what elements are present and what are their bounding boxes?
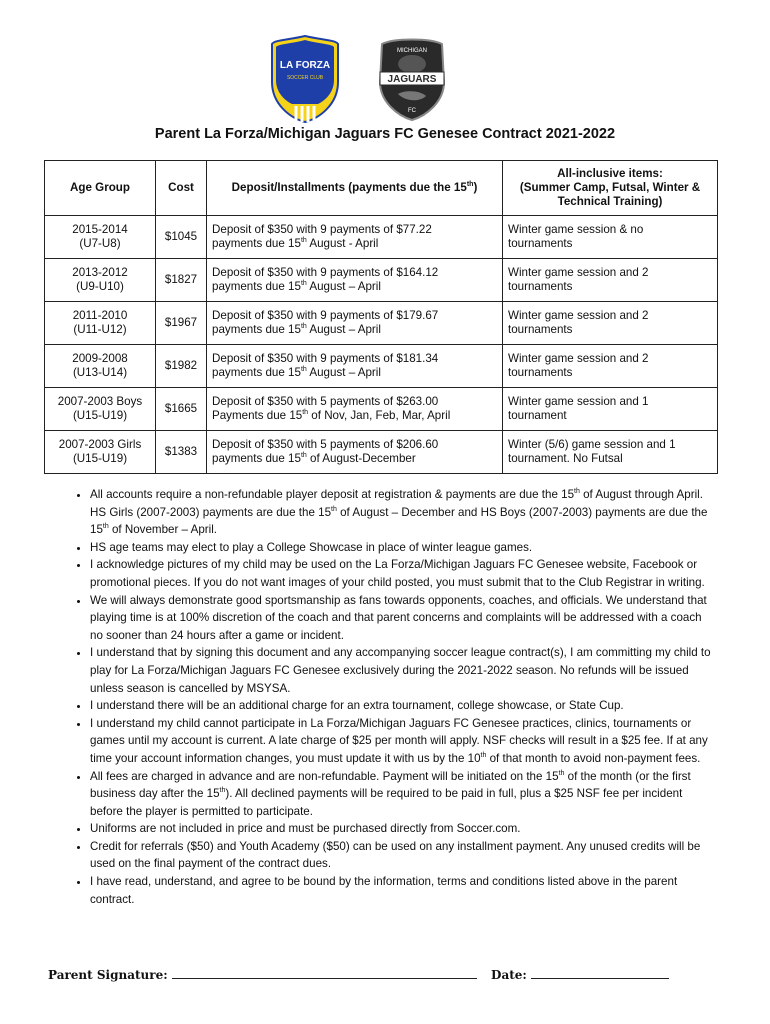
table-row	[45, 388, 718, 431]
parent-signature-field[interactable]	[172, 966, 477, 979]
age-years: 2015-2014	[72, 223, 128, 236]
age-years: 2009-2008	[72, 352, 128, 365]
deposit-cell	[207, 388, 503, 431]
term-text: ). All declined payments will be required to be paid in full, plus a $25 NSF fee per incident before the player is permitted to participate.	[90, 787, 683, 818]
inclusive-line1: Winter game session and 2	[508, 266, 649, 279]
term-college-showcase: • HS age teams may elect to play a College Showcase in place of winter league games.	[90, 539, 716, 557]
term-sup: th	[558, 769, 565, 777]
header-deposit-close: )	[473, 181, 478, 194]
table-row	[45, 345, 718, 388]
cost-cell: $1982	[156, 345, 207, 388]
deposit-cell	[207, 259, 503, 302]
date-field[interactable]	[531, 966, 669, 979]
age-years: 2007-2003 Boys	[57, 395, 143, 408]
table-row	[45, 216, 718, 259]
deposit-due-line	[212, 237, 497, 251]
inclusive-line2: tournaments	[508, 280, 573, 293]
term-referral-credit: • Credit for referrals ($50) and Youth Academy ($50) can be used on any installment payment. Any unused credits will be used on the final payment of the contract dues.	[90, 838, 716, 873]
age-years: 2013-2012	[72, 266, 128, 279]
cost-cell: $1665	[156, 388, 207, 431]
deposit-due-months: August – April	[306, 366, 381, 379]
age-cell	[45, 259, 156, 302]
date-label: Date:	[491, 968, 527, 982]
deposit-due-line	[212, 409, 497, 423]
deposit-due-line	[212, 366, 497, 380]
deposit-due-line	[212, 323, 497, 337]
deposit-due-months: of August-December	[306, 452, 416, 465]
term-sup: th	[331, 505, 337, 513]
table-row	[45, 302, 718, 345]
page-title: Parent La Forza/Michigan Jaguars FC Genesee Contract 2021-2022	[154, 126, 616, 142]
inclusive-line2: tournaments	[508, 237, 573, 250]
deposit-due-text: payments due 15	[212, 323, 301, 336]
inclusive-cell	[503, 431, 718, 474]
deposit-due-text: payments due 15	[212, 452, 301, 465]
inclusive-line2: tournaments	[508, 366, 573, 379]
deposit-due-sup: th	[300, 323, 307, 331]
age-cell	[45, 302, 156, 345]
inclusive-cell	[503, 259, 718, 302]
age-cell	[45, 216, 156, 259]
deposit-cell	[207, 345, 503, 388]
inclusive-line1: Winter game session & no	[508, 223, 644, 236]
deposit-line: Deposit of $350 with 9 payments of $164.12	[212, 266, 439, 279]
parent-signature-label: Parent Signature:	[48, 968, 168, 982]
header-all-inclusive	[503, 161, 718, 216]
inclusive-line2: tournament	[508, 409, 567, 422]
term-agreement: • I have read, understand, and agree to be bound by the information, terms and conditions listed above in the parent contract.	[90, 873, 716, 908]
table-row	[45, 431, 718, 474]
inclusive-line1: Winter game session and 2	[508, 309, 649, 322]
inclusive-line1: Winter game session and 1	[508, 395, 649, 408]
term-account-current	[90, 715, 716, 768]
michigan-jaguars-logo	[374, 36, 450, 122]
term-text: All fees are charged in advance and are non-refundable. Payment will be initiated on the 15	[90, 769, 559, 783]
cost-cell: $1967	[156, 302, 207, 345]
cost-cell: $1383	[156, 431, 207, 474]
la-forza-logo	[270, 34, 340, 124]
deposit-due-line	[212, 280, 497, 294]
deposit-due-sup: th	[300, 366, 307, 374]
term-sup: th	[102, 523, 109, 531]
age-years: 2007-2003 Girls	[58, 438, 142, 451]
deposit-due-text: payments due 15	[212, 280, 301, 293]
header-deposit-text: Deposit/Installments (payments due the 15	[231, 181, 467, 194]
deposit-due-text: Payments due 15	[212, 409, 303, 422]
age-division: (U11-U12)	[73, 323, 127, 336]
inclusive-cell	[503, 388, 718, 431]
age-division: (U15-U19)	[72, 452, 128, 465]
inclusive-line2: tournament. No Futsal	[508, 452, 623, 465]
term-pictures: • I acknowledge pictures of my child may be used on the La Forza/Michigan Jaguars FC Genesee website, Facebook or promotional pieces. If you do not want images of your child posted, you must submit that to the Club Registrar in writing.	[90, 556, 716, 591]
term-text: of the month (or the first business day after the 15	[90, 769, 691, 801]
inclusive-cell	[503, 345, 718, 388]
inclusive-line2: tournaments	[508, 323, 573, 336]
cost-cell: $1827	[156, 259, 207, 302]
deposit-due-sup: th	[300, 237, 307, 245]
header-deposit-sup: th	[466, 181, 474, 189]
term-uniforms: • Uniforms are not included in price and must be purchased directly from Soccer.com.	[90, 820, 716, 838]
deposit-cell	[207, 302, 503, 345]
deposit-due-months: August – April	[306, 280, 381, 293]
term-text: of that month to avoid non-payment fees.	[486, 751, 701, 765]
term-text: All accounts require a non-refundable player deposit at registration & payments are due the 15	[90, 488, 575, 501]
deposit-cell	[207, 216, 503, 259]
age-division: (U13-U14)	[72, 366, 128, 379]
signature-row	[48, 966, 748, 982]
deposit-due-sup: th	[302, 409, 309, 417]
age-division: (U15-U19)	[72, 409, 128, 422]
term-sup: th	[219, 787, 226, 795]
deposit-line: Deposit of $350 with 5 payments of $206.60	[212, 438, 439, 451]
jaguars-logo-sub: FC	[408, 108, 416, 114]
deposit-due-text: payments due 15	[212, 237, 301, 250]
inclusive-line1: Winter game session and 2	[508, 352, 649, 365]
term-sportsmanship: • We will always demonstrate good sportsmanship as fans towards opponents, coaches, and officials. We understand that playing time is at 100% discretion of the coach and that parent concerns and complaints will be addressed with a coach no sooner than 24 hours after a game or incident.	[90, 592, 716, 645]
deposit-line: Deposit of $350 with 9 payments of $181.34	[212, 352, 439, 365]
cost-cell: $1045	[156, 216, 207, 259]
table-row	[45, 259, 718, 302]
deposit-due-months: August – April	[306, 323, 381, 336]
age-years: 2011-2010	[72, 309, 128, 322]
age-division: (U7-U8)	[79, 237, 121, 250]
age-cell	[45, 431, 156, 474]
deposit-line: Deposit of $350 with 9 payments of $179.67	[212, 309, 439, 322]
term-text: I understand my child cannot participate in La Forza/Michigan Jaguars FC Genesee practices, clinics, tournaments or games until my account is current. A late charge of $25 per month will apply. NSF checks will result in a $25 fee. If at any time your account information changes, you must update it with us by the 10	[90, 716, 708, 765]
header-age-group: Age Group	[45, 161, 156, 216]
header-cost: Cost	[156, 161, 207, 216]
jaguars-logo-name: JAGUARS	[387, 74, 437, 85]
term-commitment: • I understand that by signing this document and any accompanying soccer league contract(s), I am committing my child to play for La Forza/Michigan Jaguars FC Genesee exclusively during the 2021-2022 season. No refunds will be issued unless season is cancelled by MSYSA.	[90, 644, 716, 697]
term-deposit-schedule	[90, 486, 716, 539]
age-cell	[45, 345, 156, 388]
inclusive-cell	[503, 302, 718, 345]
la-forza-logo-subtext: SOCCER CLUB	[286, 75, 324, 81]
deposit-line: Deposit of $350 with 9 payments of $77.22	[212, 223, 432, 236]
header-inclusive-line1: All-inclusive items:	[557, 167, 663, 180]
header-inclusive-line2: (Summer Camp, Futsal, Winter &	[519, 181, 701, 194]
jaguars-logo-top-text: MICHIGAN	[397, 48, 427, 54]
table-header-row	[45, 161, 718, 216]
fee-table	[44, 160, 718, 474]
inclusive-line1: Winter (5/6) game session and 1	[508, 438, 676, 451]
term-additional-charges: • I understand there will be an additional charge for an extra tournament, college showcase, or State Cup.	[90, 697, 716, 715]
deposit-due-line	[212, 452, 497, 466]
deposit-due-months: August - April	[306, 237, 379, 250]
age-cell	[45, 388, 156, 431]
la-forza-logo-text: LA FORZA	[279, 60, 331, 71]
logo-area	[0, 32, 770, 122]
age-division: (U9-U10)	[76, 280, 124, 293]
term-sup: th	[480, 752, 487, 760]
deposit-line: Deposit of $350 with 5 payments of $263.00	[212, 395, 439, 408]
term-text: of November – April.	[108, 523, 218, 537]
term-fees-nonrefundable	[90, 768, 716, 821]
term-sup: th	[574, 488, 580, 496]
deposit-due-sup: th	[300, 280, 307, 288]
inclusive-cell	[503, 216, 718, 259]
header-deposit	[207, 161, 503, 216]
deposit-due-sup: th	[300, 452, 307, 460]
deposit-due-text: payments due 15	[212, 366, 301, 379]
header-inclusive-line3: Technical Training)	[557, 195, 663, 208]
terms-list	[66, 486, 716, 908]
deposit-due-months: of Nov, Jan, Feb, Mar, April	[308, 409, 451, 422]
term-text: of August – December and HS Boys (2007-2003) payments are due the 15	[90, 505, 708, 537]
deposit-cell	[207, 431, 503, 474]
term-text: of August through April. HS Girls (2007-2003) payments are due the 15	[90, 488, 703, 519]
